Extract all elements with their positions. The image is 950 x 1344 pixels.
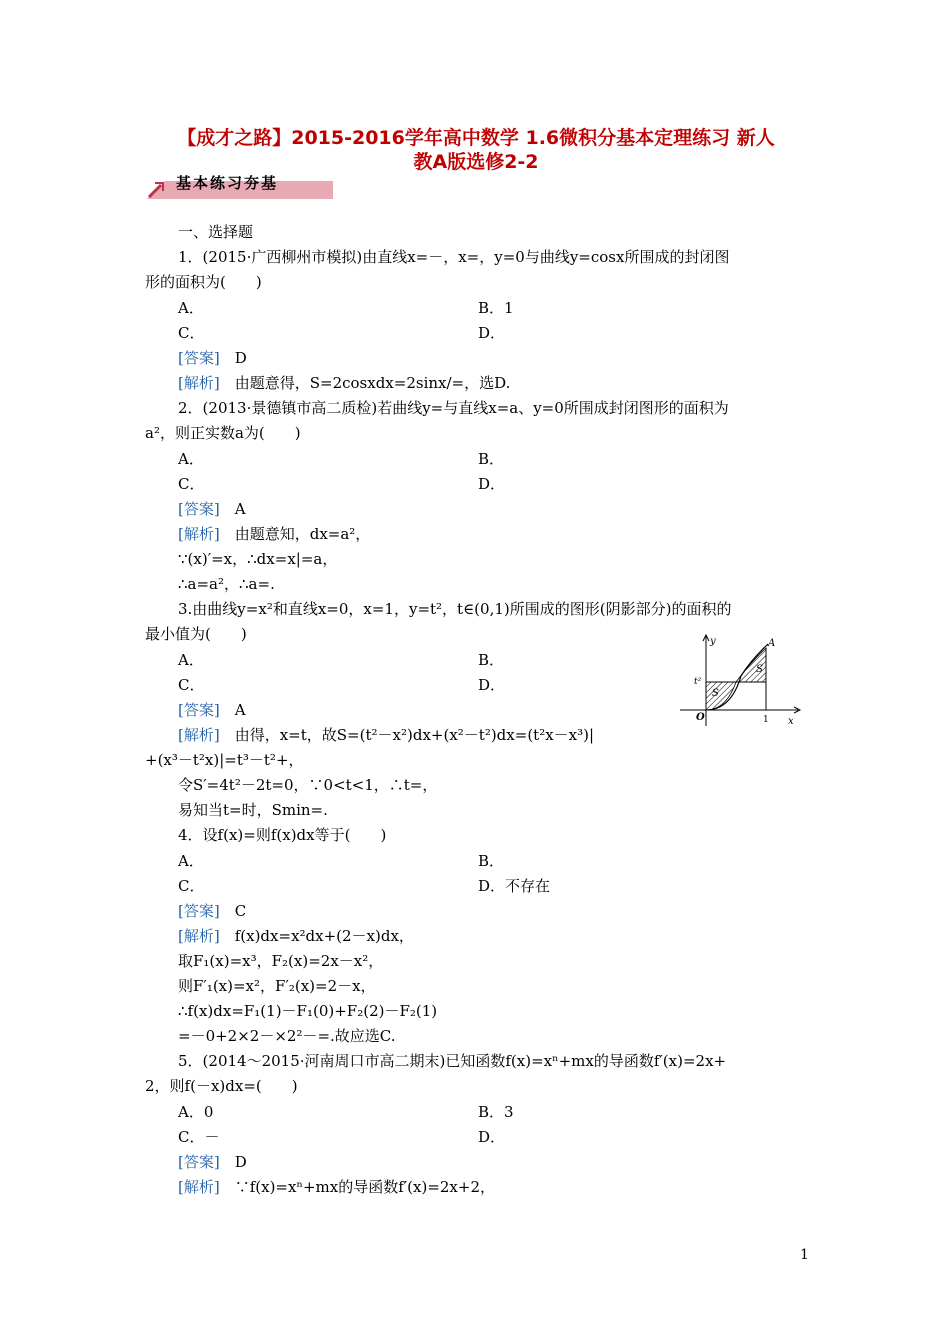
answer-tag: [解析] xyxy=(178,374,220,392)
integral-figure xyxy=(676,632,804,728)
answer-tag: [解析] xyxy=(178,927,220,945)
text-line xyxy=(178,1051,726,1071)
text-line xyxy=(178,348,247,368)
line-text: ∴f(x)dx=F₁(1)－F₁(0)+F₂(2)－F₂(1) xyxy=(178,1002,438,1020)
line-text: A． xyxy=(178,651,204,669)
text-line xyxy=(178,951,383,971)
text-line xyxy=(178,574,275,594)
text-line xyxy=(178,825,386,845)
text-line xyxy=(145,423,301,443)
option-right: B．3 xyxy=(478,1103,514,1121)
label-origin: O xyxy=(696,712,705,723)
text-line xyxy=(178,449,204,469)
option-right: D． xyxy=(478,475,506,493)
text-line xyxy=(178,976,376,996)
line-text: ∴a=a²，∴a=. xyxy=(178,575,275,593)
line-text: C． xyxy=(178,324,205,342)
line-text: 5．(2014～2015·河南周口市高二期末)已知函数f(x)=xⁿ+mx的导函数f′(x)=2x+ xyxy=(178,1052,727,1070)
line-text: C． xyxy=(178,676,205,694)
line-text: D xyxy=(219,349,247,367)
text-line xyxy=(178,524,370,544)
line-text: A xyxy=(219,500,246,518)
line-text: 2．(2013·景德镇市高二质检)若曲线y=与直线x=a、y=0所围成封闭图形的面积为 xyxy=(178,399,729,417)
line-text: A．0 xyxy=(178,1103,214,1121)
text-line xyxy=(178,1127,219,1147)
line-text: =－0+2×2－×2²－=.故应选C. xyxy=(178,1027,396,1045)
text-line xyxy=(178,1026,396,1046)
option-right: D． xyxy=(478,1128,506,1146)
text-line xyxy=(178,876,204,896)
text-line xyxy=(145,272,262,292)
line-text: A． xyxy=(178,852,204,870)
answer-tag: [解析] xyxy=(178,726,220,744)
option-right: D． xyxy=(478,324,506,342)
label-y: y xyxy=(710,636,716,647)
line-text: 2，则f(－x)dx=( ) xyxy=(145,1077,298,1095)
label-s2: S xyxy=(756,664,763,675)
line-text: A xyxy=(219,701,246,719)
line-text: 取F₁(x)=x³，F₂(x)=2x－x²， xyxy=(178,952,384,970)
line-text: 令S′=4t²－2t=0，∵0<t<1，∴t=， xyxy=(178,776,438,794)
text-line xyxy=(178,725,594,745)
line-text: A． xyxy=(178,299,204,317)
text-line xyxy=(178,549,337,569)
option-right: B． xyxy=(478,450,505,468)
text-line xyxy=(178,474,204,494)
label-s1: S xyxy=(712,688,719,699)
line-text: 最小值为( ) xyxy=(145,625,247,643)
answer-tag: [解析] xyxy=(178,525,220,543)
line-text: 1．(2015·广西柳州市模拟)由直线x=－，x=，y=0与曲线y=cosx所围成的封闭图 xyxy=(178,248,730,266)
line-text: f(x)dx=x²dx+(2－x)dx， xyxy=(219,927,414,945)
line-text: C． xyxy=(178,877,205,895)
text-line xyxy=(178,675,204,695)
option-right: D．不存在 xyxy=(478,877,551,895)
line-text: 一、选择题 xyxy=(178,223,254,241)
option-right: B．1 xyxy=(478,299,514,317)
label-x: x xyxy=(788,716,794,727)
line-text: 3.由曲线y=x²和直线x=0，x=1，y=t²，t∈(0,1)所围成的图形(阴影部分)的面积的 xyxy=(178,600,732,618)
answer-tag: [答案] xyxy=(178,1153,220,1171)
line-text: 由得，x=t，故S=(t²－x²)dx+(x²－t²)dx=(t²x－x³)| xyxy=(219,726,595,744)
line-text: C．－ xyxy=(178,1128,220,1146)
line-text: ∵f(x)=xⁿ+mx的导函数f′(x)=2x+2， xyxy=(219,1178,496,1196)
label-t2: t² xyxy=(694,677,702,687)
title-line-2: 教A版选修2-2 xyxy=(413,151,539,173)
section-banner-label: 基本练习夯基 xyxy=(176,174,279,192)
line-text: a²，则正实数a为( ) xyxy=(145,424,301,442)
line-text: 易知当t=时，Smin=. xyxy=(178,801,328,819)
option-right: B． xyxy=(478,651,505,669)
line-text: C． xyxy=(178,475,205,493)
page-number: 1 xyxy=(800,1247,809,1263)
answer-tag: [答案] xyxy=(178,349,220,367)
line-text: 由题意得，S=2cosxdx=2sinx/=，选D. xyxy=(219,374,511,392)
text-line xyxy=(178,398,729,418)
text-line xyxy=(178,800,328,820)
text-line xyxy=(178,926,414,946)
line-text: 由题意知，dx=a²， xyxy=(219,525,371,543)
text-line xyxy=(178,222,253,242)
line-text: C xyxy=(219,902,247,920)
text-line xyxy=(178,373,510,393)
text-line xyxy=(145,624,247,644)
text-line xyxy=(178,1177,495,1197)
line-text: +(x³－t²x)|=t³－t²+， xyxy=(145,751,304,769)
text-line xyxy=(178,247,729,267)
title-line-1: 【成才之路】2015-2016学年高中数学 1.6微积分基本定理练习 新人 xyxy=(177,127,775,149)
line-text: A． xyxy=(178,450,204,468)
answer-tag: [答案] xyxy=(178,500,220,518)
line-text: D xyxy=(219,1153,247,1171)
text-line xyxy=(178,1001,437,1021)
text-line xyxy=(178,499,246,519)
text-line xyxy=(178,901,246,921)
text-line xyxy=(178,1152,247,1172)
option-right: B． xyxy=(478,852,505,870)
text-line xyxy=(145,750,304,770)
text-line xyxy=(178,323,204,343)
answer-tag: [答案] xyxy=(178,902,220,920)
document-title xyxy=(145,126,807,174)
line-text: ∵(x)′=x，∴dx=x|=a， xyxy=(178,550,338,568)
answer-tag: [解析] xyxy=(178,1178,220,1196)
label-one: 1 xyxy=(763,715,769,725)
answer-tag: [答案] xyxy=(178,701,220,719)
line-text: 形的面积为( ) xyxy=(145,273,262,291)
text-line xyxy=(178,650,204,670)
text-line xyxy=(178,851,204,871)
option-right: D． xyxy=(478,676,506,694)
line-text: 则F′₁(x)=x²，F′₂(x)=2－x， xyxy=(178,977,376,995)
text-line xyxy=(178,298,204,318)
line-text: 4．设f(x)=则f(x)dx等于( ) xyxy=(178,826,387,844)
text-line xyxy=(178,775,437,795)
text-line xyxy=(145,1076,298,1096)
text-line xyxy=(178,700,246,720)
text-line xyxy=(178,1102,213,1122)
text-line xyxy=(178,599,731,619)
label-a: A xyxy=(768,638,776,649)
